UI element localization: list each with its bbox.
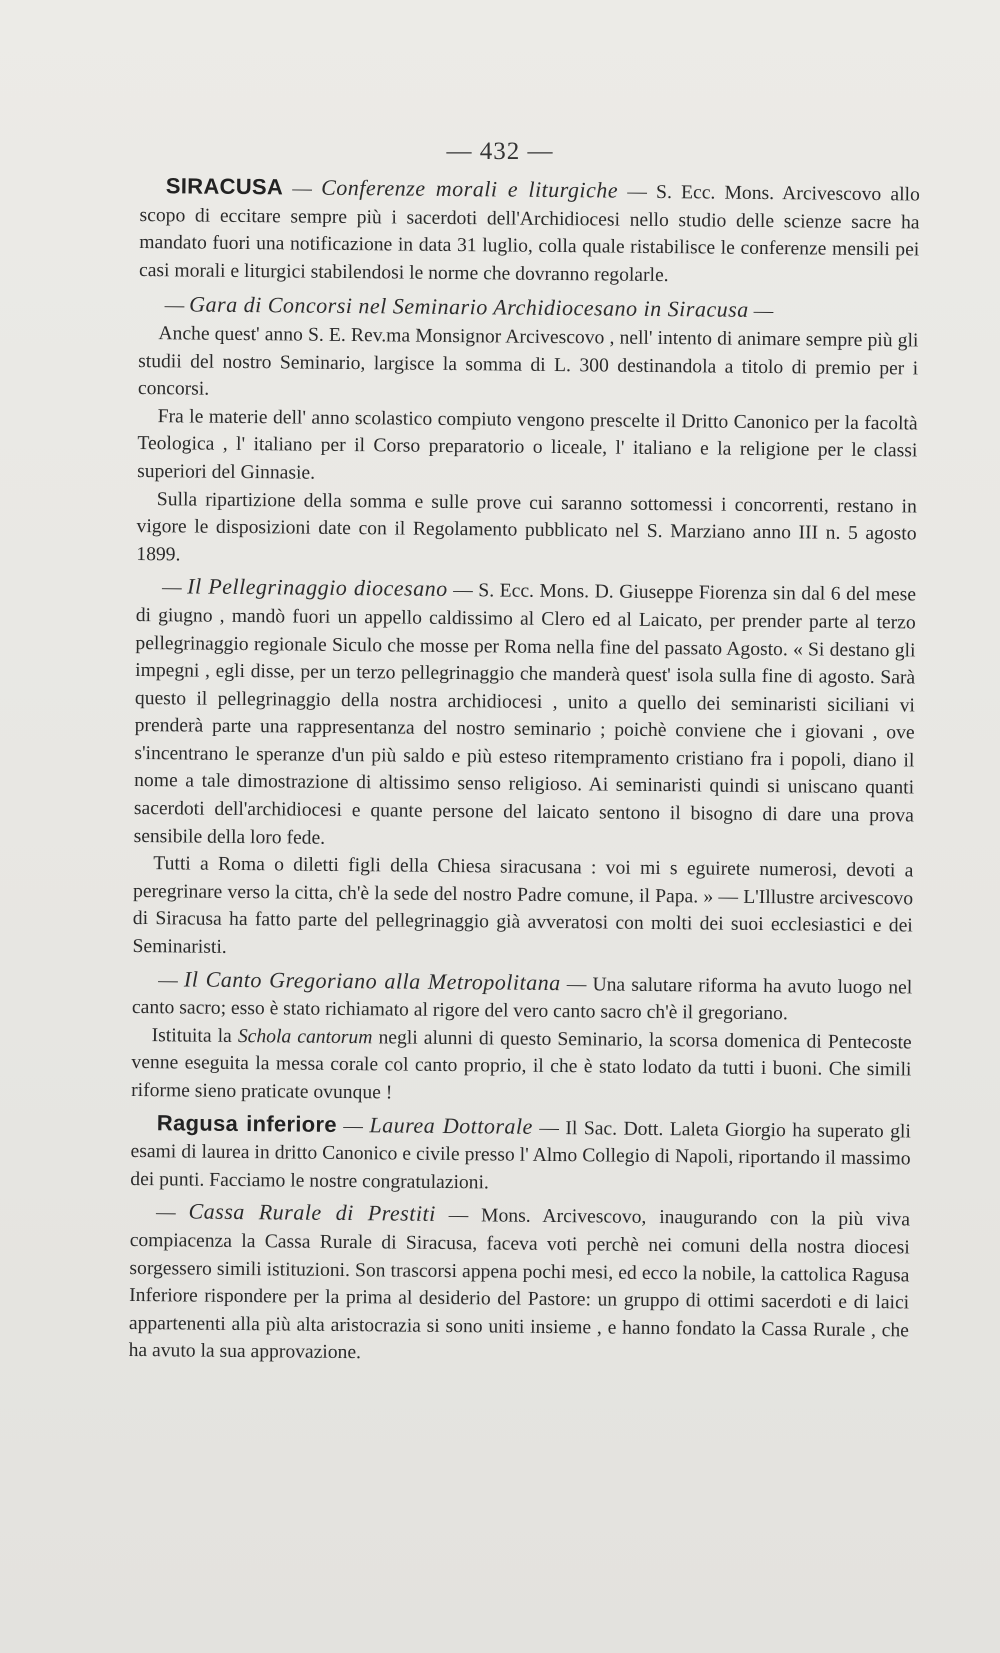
- gara-paragraph-3: Sulla ripartizione della somma e sulle prove cui saranno sottomessi i concorrenti, restano in vigore le disposizioni date con il Regolamento pubblicato nel S. Marziano anno III n. 5 agosto 1899.: [136, 488, 917, 566]
- schola-cantorum-text: Schola cantorum: [237, 1025, 373, 1049]
- dash: —: [155, 1202, 189, 1224]
- siracusa-body: — S. Ecc. Mons. Arcivescovo allo scopo di eccitare sempre più i sacerdoti dell'Archidiocesi nello studio delle scienze sacre ha mandato fuori una notificazione in data 31 luglio, colla quale ristabilisce le conferenze mensili pei casi morali e liturgici stabilendosi le norme che dovranno regolarle.: [138, 181, 920, 286]
- gara-paragraph-1: Anche quest' anno S. E. Rev.ma Monsignor Arcivescovo , nell' intento di animare sempre più gli studii del nostro Seminario, largisce la somma di L. 300 destinandola a titolo di premio per i concorsi.: [137, 323, 919, 400]
- section-title-canto: Il Canto Gregoriano alla Metropolitana: [183, 966, 561, 995]
- ragusa-paragraph: [130, 1109, 911, 1201]
- section-heading-ragusa: Ragusa inferiore: [156, 1109, 337, 1137]
- dash: —: [748, 301, 774, 323]
- pellegrinaggio-body: — S. Ecc. Mons. D. Giuseppe Fiorenza sin dal 6 del mese di giugno , mandò fuori un appello caldissimo al Clero ed al Laicato, per prender parte al terzo pellegrinaggio regionale Siculo che mosse per Roma nella fine del passato Agosto. « Si destano gli impegni , egli disse, per un terzo pellegrinaggio che manderà quest' isola sulla fine di agosto. Sarà questo il pellegrinaggio della nostra archidiocesi , unito a quello dei seminaristi siciliani vi prenderà parte una rappresentanza del nostro seminario ; poichè conviene che i giovani , ove s'incentrano le speranze d'un più saldo e più esteso ritempramento cristiano fra i popoli, diano il nome a tale dimostrazione di altissimo senso religioso. Ai seminaristi quindi si uniscano quanti sacerdoti dell'archidiocesi e quante persone del laicato sentono il bisogno di dare una prova sensibile della loro fede.: [133, 580, 917, 849]
- dash: —: [161, 577, 188, 599]
- cassa-paragraph: [129, 1197, 911, 1372]
- canto-p2-start: Istituita la: [151, 1024, 239, 1047]
- dash: —: [283, 178, 322, 200]
- gara-paragraph-2: Fra le materie dell' anno scolastico compiuto vengono prescelte il Dritto Canonico per la facoltà Teologica , l' italiano per il Corso preparatorio o liceale, l' italiano e la religione per le classi superiori del Ginnasie.: [137, 405, 918, 484]
- cassa-body: — Mons. Arcivescovo, inaugurando con la più viva compiacenza la Cassa Rurale di Siracusa, faceva voti perchè nei comuni della nostra diocesi sorgessero simili istituzioni. Son trascorsi appena pochi mesi, ed ecco la nobile, la cattolica Ragusa Inferiore rispondere per la prima al desiderio del Pastore: un gruppo di ottimi sacerdoti e di laici appartenenti alla più alta aristocrazia si sono uniti insieme , e hanno fondato la Cassa Rurale , che ha avuto la sua approvazione.: [128, 1205, 911, 1364]
- page-content: [129, 172, 920, 1372]
- canto-paragraph-2: [131, 1022, 912, 1112]
- ragusa-body: — Il Sac. Dott. Laleta Giorgio ha superato gli esami di laurea in dritto Canonico e civile presso l' Almo Collegio di Napoli, riportando il massimo dei punti. Facciamo le nostre congratulazioni.: [130, 1117, 911, 1194]
- pellegrinaggio-paragraph-2: Tutti a Roma o diletti figli della Chiesa siracusana : voi mi s eguirete numerosi, devoti a peregrinare verso la citta, ch'è la sede del nostro Padre comune, il Papa. » — L'Illustre arcivescovo di Siracusa ha fatto parte del pellegrinaggio già avveratosi con molti dei suoi ecclesiastici e dei Seminaristi.: [132, 853, 914, 958]
- dash: —: [164, 295, 190, 317]
- dash: —: [158, 969, 185, 992]
- section-title-conferenze: Conferenze morali e liturgiche: [321, 174, 619, 203]
- section-title-laurea: Laurea Dottorale: [369, 1111, 533, 1139]
- section-title-pellegrinaggio: Il Pellegrinaggio diocesano: [187, 573, 448, 602]
- pellegrinaggio-paragraph-1: [133, 572, 916, 857]
- siracusa-paragraph: [139, 172, 920, 292]
- section-heading-siracusa: SIRACUSA: [165, 173, 284, 200]
- section-title-cassa: Cassa Rurale di Prestiti: [188, 1198, 436, 1227]
- dash: —: [336, 1115, 370, 1137]
- section-title-gara: Gara di Concorsi nel Seminario Archidiocesano in Siracusa: [189, 291, 749, 323]
- canto-body: — Una salutare riforma ha avuto luogo nel canto sacro; esso è stato richiamato al rigore del vero canto sacro ch'è il gregoriano.: [131, 973, 913, 1025]
- page-number: — 432 —: [446, 138, 554, 165]
- canto-paragraph-1: [132, 965, 913, 1030]
- canto-p2-end: negli alunni di questo Seminario, la scorsa domenica di Pentecoste venne eseguita la messa corale col canto proprio, il che è stato lodato da tutti i buoni. Che simili riforme sieno praticate ovunque !: [131, 1027, 912, 1104]
